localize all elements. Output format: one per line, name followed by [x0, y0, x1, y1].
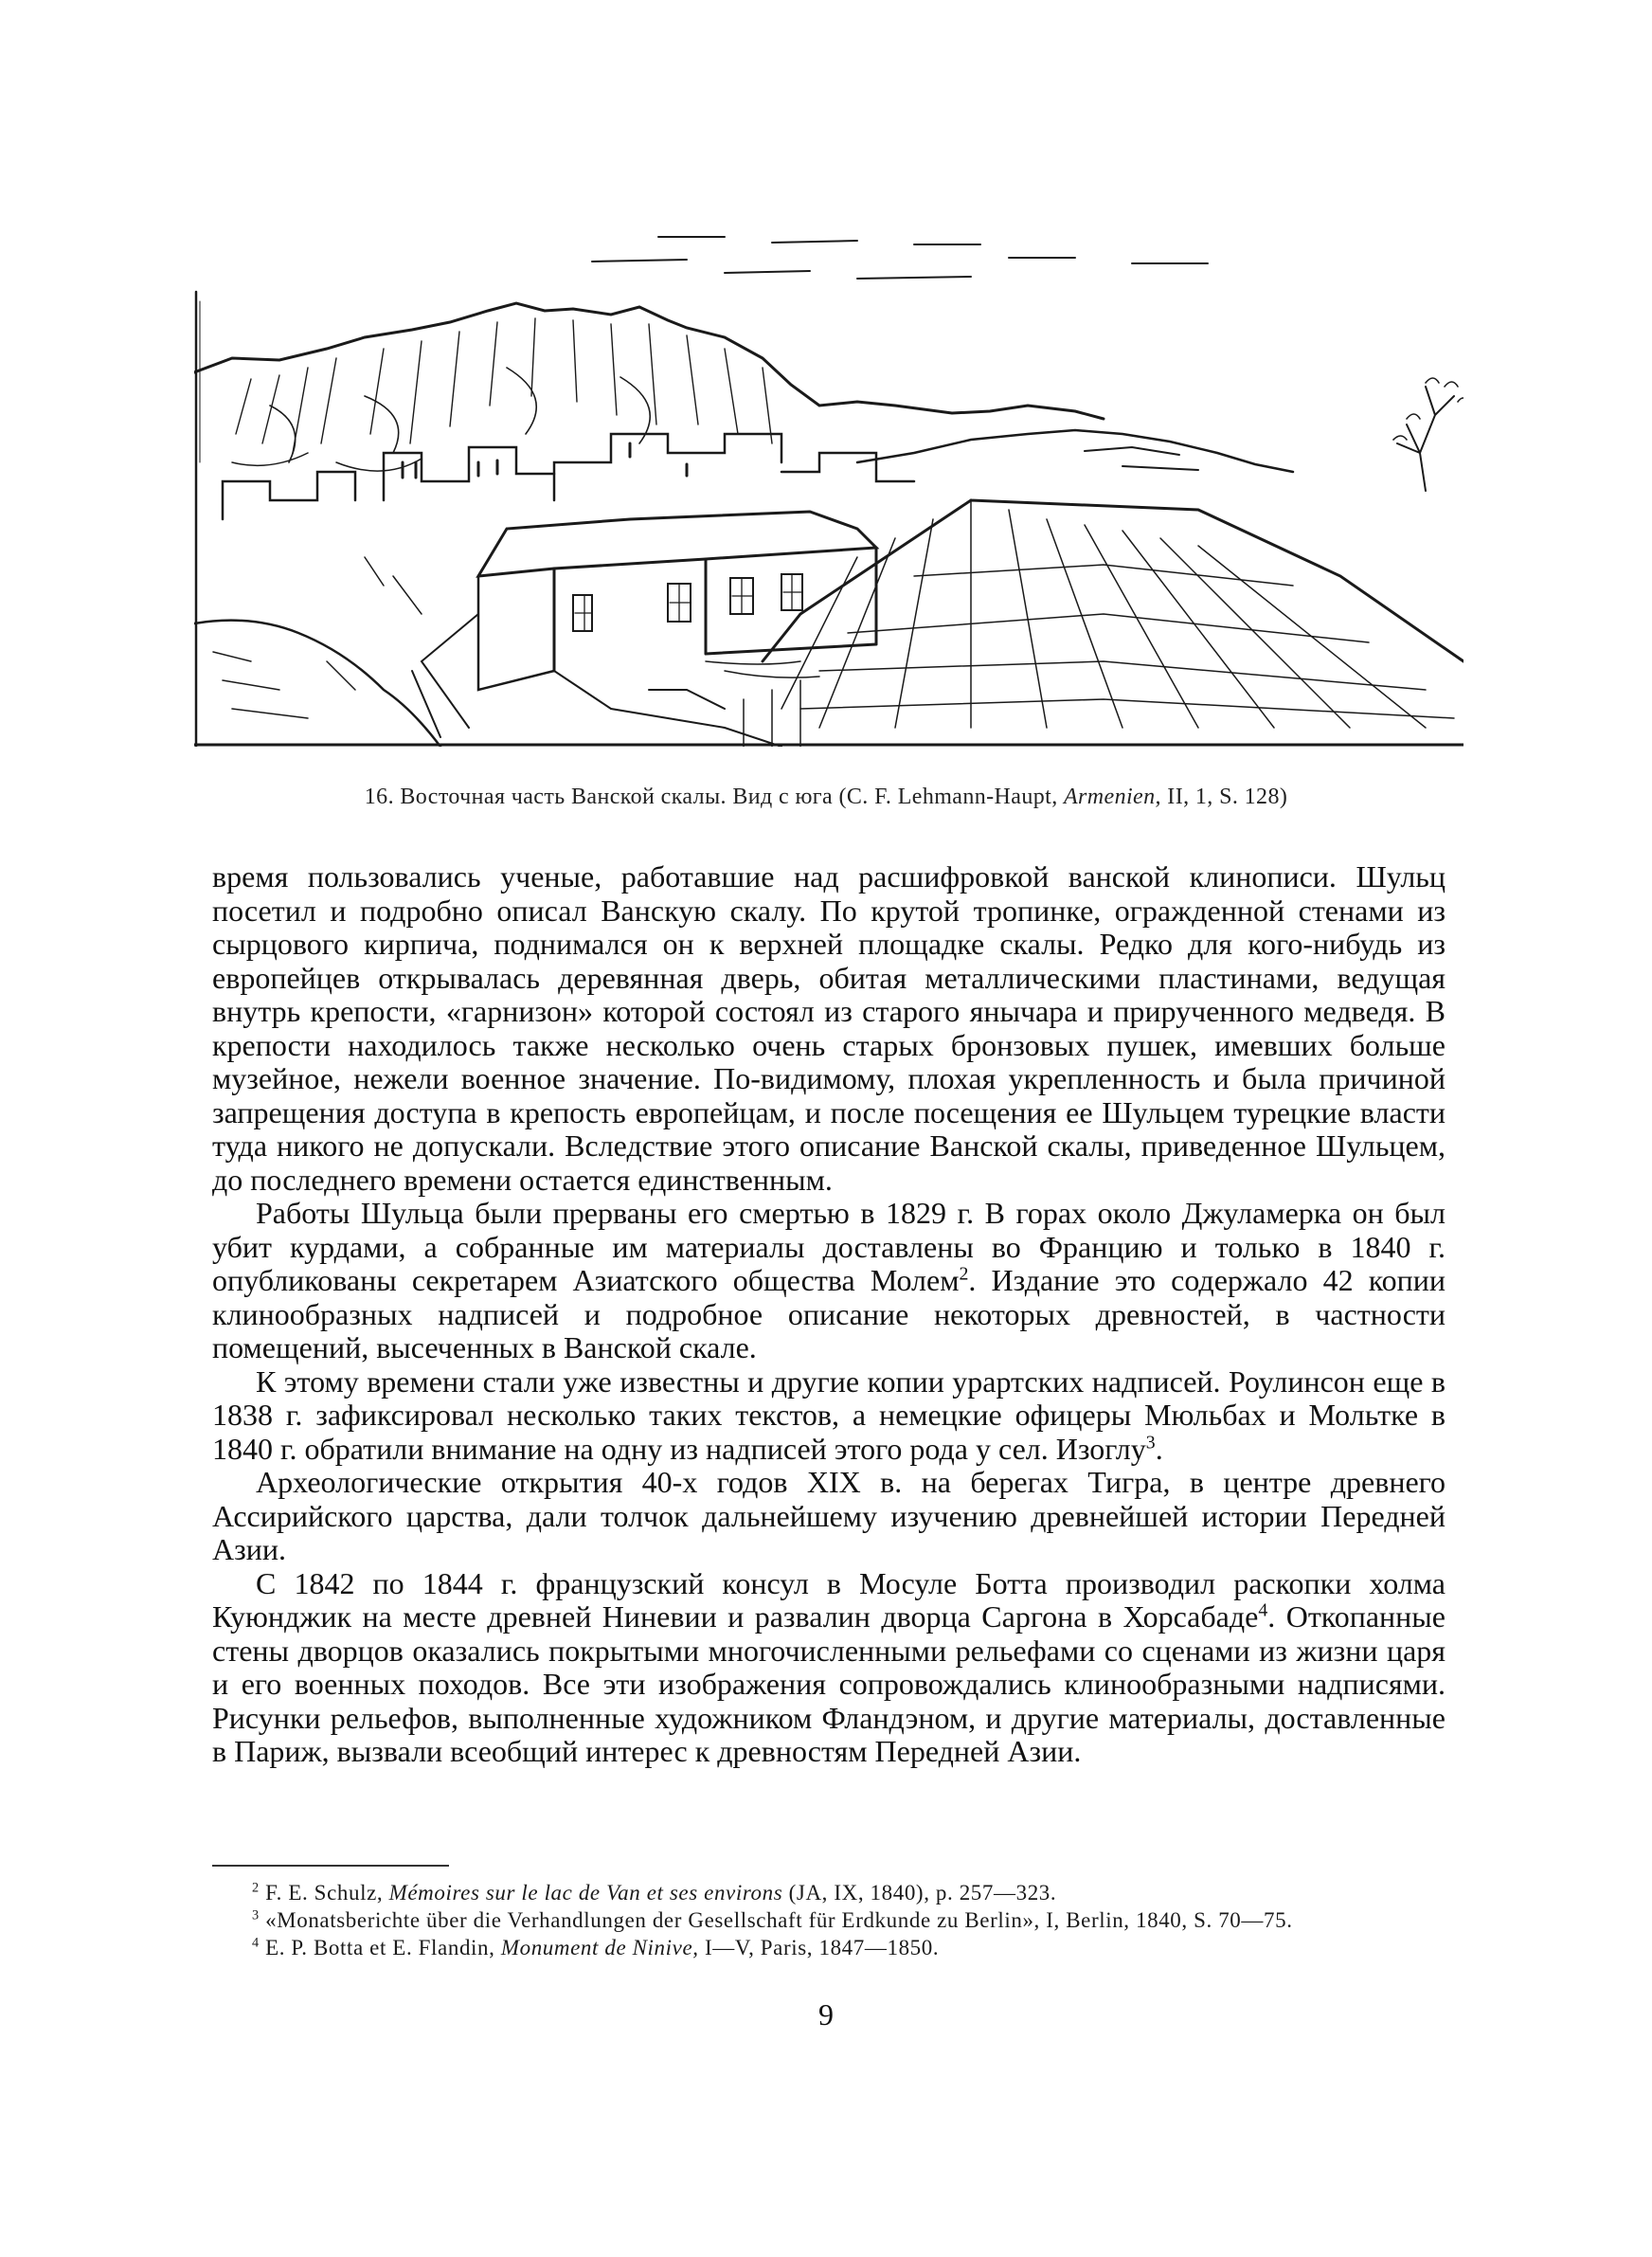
footnotes: [212, 1879, 1446, 1961]
footnote-title: Mémoires sur le lac de Van et ses environs: [388, 1881, 783, 1905]
paragraph-3-text-a: К этому времени стали уже известны и другие копии урартских надписей. Роулинсон еще в 1838 г. зафиксировал несколько таких текстов, а немецкие офицеры Мюльбах и Мольтке в 1840 г. обратили внимание на одну из надписей этого рода у сел. Изоглу: [212, 1363, 1446, 1466]
paragraph-5-text-b: . Откопанные стены дворцов оказались покрытыми многочисленными рельефами со сценами из жизни царя и его военных походов. Все эти изображения сопровождались клинообразными надписями. Рисунки рельефов, выполненные художником Фландэном, и другие материалы, доставленные в Париж, вызвали всеобщий интерес к древностям Передней Азии.: [212, 1599, 1446, 1768]
figure-number: 16.: [364, 785, 394, 809]
paragraph-2-text-b: . Издание это содержало 42 копии клинообразных надписей и подробное описание некоторых древностей, в частности помещений, высеченных в Ванской скале.: [212, 1263, 1446, 1364]
paragraph-4: Археологические открытия 40-х годов XIX в. на берегах Тигра, в центре древнего Ассирийского царства, дали толчок дальнейшему изучению древнейшей истории Передней Азии.: [212, 1465, 1446, 1566]
paragraph-3: [212, 1365, 1446, 1467]
paragraph-2-text-a: Работы Шульца были прерваны его смертью в 1829 г. В горах около Джуламерка он был убит курдами, а собранные им материалы доставлены во Францию и только в 1840 г. опубликованы секретарем Азиатского общества Молем: [212, 1196, 1446, 1297]
paragraph-1: время пользовались ученые, работавшие над расшифровкой ванской клинописи. Шульц посетил и подробно описал Ванскую скалу. По крутой тропинке, огражденной стенами из сырцового кирпича, поднимался он к верхней площадке скалы. Редко для кого-нибудь из европейцев открывалась деревянная дверь, обитая металлическими пластинами, ведущая внутрь крепости, «гарнизон» которой состоял из старого янычара и прирученного медведя. В крепости находилось также несколько очень старых бронзовых пушек, имевших больше музейное, нежели военное значение. По-видимому, плохая укрепленность и была причиной запрещения доступа в крепость европейцам, и после посещения ее Шульцем турецкие власти туда никого не допускали. Вследствие этого описание Ванской скалы, приведенное Шульцем, до последнего времени остается единственным.: [212, 859, 1446, 1197]
figure-caption: [152, 785, 1500, 810]
footnote-title: Monument de Ninive,: [500, 1936, 699, 1959]
footnote-ref-2[interactable]: 2: [959, 1263, 969, 1285]
footnote-4: [212, 1934, 1446, 1961]
paragraph-5-text-a: С 1842 по 1844 г. французский консул в Мосуле Ботта производил раскопки холма Куюнджик на месте древней Ниневии и развалин дворца Саргона в Хорсабаде: [212, 1565, 1446, 1634]
figure-caption-text: Восточная часть Ванской скалы. Вид с юга (C. F. Lehmann-Haupt,: [400, 785, 1064, 809]
footnote-3: [212, 1906, 1446, 1934]
footnote-mark: 2: [252, 1880, 260, 1896]
footnote-text: «Monatsberichte über die Verhandlungen der Gesellschaft für Erdkunde zu Berlin», I, Berlin, 1840, S. 70—75.: [259, 1908, 1293, 1932]
footnote-mark: 4: [252, 1935, 260, 1951]
footnote-text-tail: I—V, Paris, 1847—1850.: [698, 1936, 940, 1959]
figure-caption-title: Armenien,: [1064, 785, 1161, 809]
figure-caption-ref: II, 1, S. 128): [1160, 785, 1288, 809]
footnote-2: [212, 1879, 1446, 1906]
footnote-text-tail: (JA, IX, 1840), p. 257—323.: [782, 1881, 1057, 1905]
footnote-text: F. E. Schulz,: [259, 1881, 389, 1905]
engraving-illustration: [194, 216, 1463, 747]
footnote-mark: 3: [252, 1907, 260, 1923]
paragraph-3-text-b: .: [1155, 1431, 1163, 1466]
footnote-ref-4[interactable]: 4: [1258, 1599, 1268, 1621]
footnote-ref-3[interactable]: 3: [1145, 1431, 1156, 1453]
body-text: [212, 860, 1446, 1769]
van-rock-engraving: [194, 216, 1463, 747]
paragraph-5: [212, 1567, 1446, 1769]
paragraph-2: [212, 1197, 1446, 1365]
footnote-separator: [212, 1865, 449, 1867]
footnote-text: E. P. Botta et E. Flandin,: [259, 1936, 501, 1959]
page-number: 9: [818, 1997, 834, 2031]
